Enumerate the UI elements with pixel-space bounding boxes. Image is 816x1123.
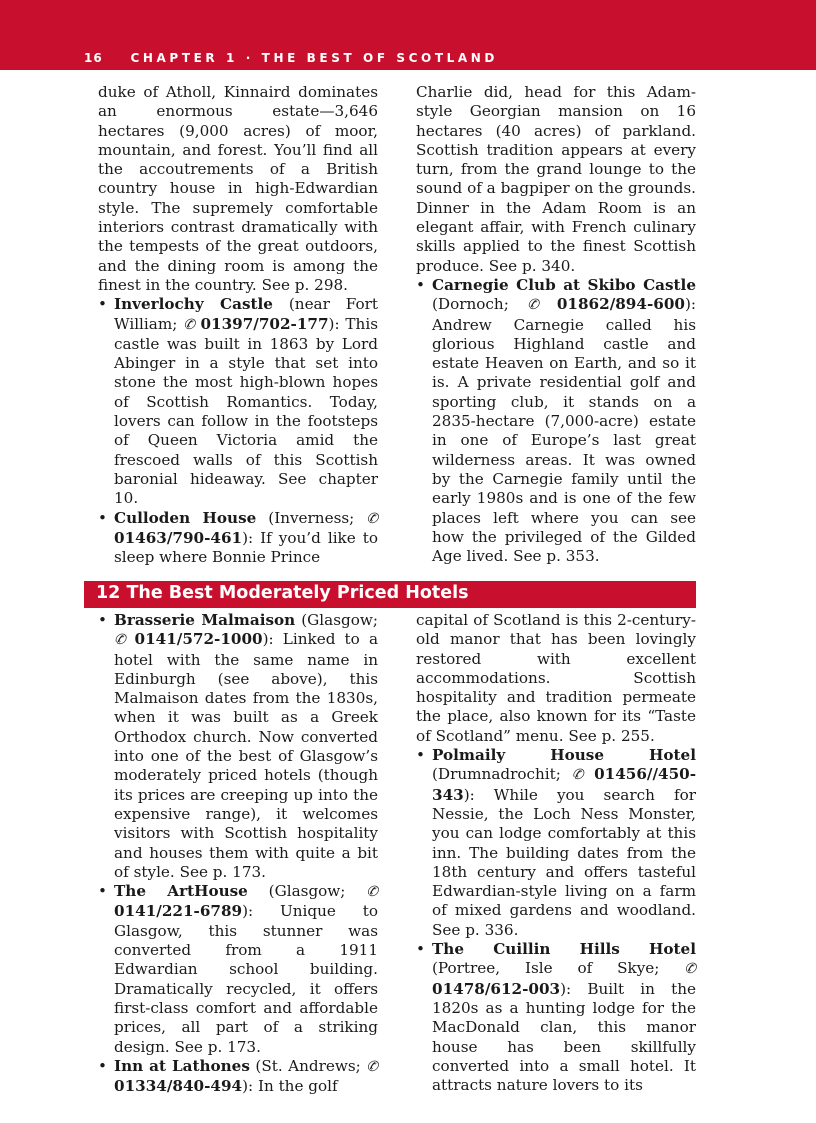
hotel-name: The ArtHouse [114,882,248,901]
phone-icon: ✆ [571,767,595,784]
entry-culloden-house [98,509,378,568]
hotel-location: (St. Andrews; [249,1056,367,1075]
hotel-location: (Inverness; [256,508,367,527]
kinnaird-continued-text: duke of Atholl, Kinnaird dominates an enormous estate—3,646 hectares (9,000 acres) of moor, mountain, and forest. You’ll find all the accoutrements of a British country house in high-Edwardian style. The supremely comfortable interiors contrast dramatically with the tempests of the great outdoors, and the dining room is among the finest in the country. See p. 298. [98,83,378,294]
hotel-location: (Glasgow; [247,882,367,901]
hotel-location: (Glasgow; [295,611,378,629]
hotel-name: Inn at Lathones [114,1056,250,1075]
column-bottom-left [98,611,378,1096]
hotel-description: ): Andrew Carnegie called his glorious Highland castle and estate Heaven on Earth, and so it is. A private residential golf and sporting club, it stands on a 2835-hectare (7,000-acre) estate in one of Europe’s last great wilderness areas. It was owned by the Carnegie family until the early 1980s and is one of the few places left where you can see how the privileged of the Gilded Age lived. See p. 353. [432,295,696,566]
phone-number: 01478/612-003 [432,979,561,998]
hotel-location: (near Fort William; [114,295,378,333]
lathones-continued-text: capital of Scotland is this 2-century-old manor that has been lovingly restored with excellent accommodations. Scottish hospitality and tradition permeate the place, also known for its “Taste of Scotland” menu. See p. 255. [416,611,696,745]
phone-icon: ✆ [114,632,135,649]
hotel-location: (Dornoch; [432,295,528,314]
page-number: 16 [84,51,103,65]
phone-icon: ✆ [183,316,201,333]
hotel-location: (Drumnadrochit; [432,765,572,784]
entry-brasserie-malmaison [98,611,378,882]
hotel-name: Culloden House [114,508,257,527]
hotel-description: ): This castle was built in 1863 by Lord Abinger in a style that set into stone the most high-blown hopes of Scottish Romantics. Today, lovers can follow in the footsteps of Queen Victoria amid the frescoed walls of this Scottish baronial hideaway. See chapter 10. [114,314,378,508]
phone-number: 0141/221-6789 [114,902,243,921]
hotel-description: ): If you’d like to sleep where Bonnie Prince [114,528,378,567]
section-title: 12 The Best Moderately Priced Hotels [96,583,469,603]
entry-cuillin-hills-hotel [416,940,696,1095]
hotel-name: The Cuillin Hills Hotel [432,940,696,959]
entry-the-arthouse [98,882,378,1057]
phone-icon: ✆ [366,510,378,527]
hotel-description: ): Built in the 1820s as a hunting lodge for the MacDonald clan, this manor house has been skillfully converted into a small hotel. It attracts nature lovers to its [432,979,696,1095]
phone-number: 01456//450-343 [432,765,697,804]
hotel-location: (Portree, Isle of Skye; [432,959,685,978]
hotel-name: Inverlochy Castle [114,295,273,314]
hotel-name: Polmaily House Hotel [432,746,696,765]
hotel-description: ): Unique to Glasgow, this stunner was converted from a 1911 Edwardian school building. Dramatically recycled, it offers first-class comfort and affordable prices, all part of a striking design. See p. 173. [114,902,378,1056]
entry-polmaily-house [416,746,696,940]
phone-number: 01862/894-600 [556,295,685,314]
hotel-name: Brasserie Malmaison [114,611,296,629]
culloden-continued-text: Charlie did, head for this Adam-style Georgian mansion on 16 hectares (40 acres) of parkland. Scottish tradition appears at every turn, from the grand lounge to the sound of a bagpiper on the grounds. Dinner in the Adam Room is an elegant affair, with French culinary skills applied to the finest Scottish produce. See p. 340. [416,83,696,275]
hotel-description: ): While you search for Nessie, the Loch Ness Monster, you can lodge comfortably at this inn. The building dates from the 18th century and offers tasteful Edwardian-style living on a farm of mixed gardens and woodland. See p. 336. [432,785,696,939]
column-top-left [98,83,378,567]
entry-inn-at-lathones [98,1057,378,1097]
entry-carnegie-club [416,276,696,566]
phone-number: 01463/790-461 [114,528,243,547]
phone-number: 0141/572-1000 [134,630,263,649]
column-bottom-right [416,611,696,1095]
running-head [84,51,498,65]
phone-icon: ✆ [684,961,696,978]
phone-number: 01334/840-494 [114,1077,243,1096]
phone-number: 01397/702-177 [200,314,329,333]
phone-icon: ✆ [366,884,378,901]
column-top-right [416,83,696,566]
entry-inverlochy-castle [98,295,378,508]
hotel-description: ): Linked to a hotel with the same name in Edinburgh (see above), this Malmaison dates from the 1830s, when it was built as a Greek Orthodox church. Now converted into one of the best of Glasgow’s moderately priced hotels (though its prices are creeping up into the expensive range), it welcomes visitors with Scottish hospitality and houses them with quite a bit of style. See p. 173. [114,630,378,881]
phone-icon: ✆ [366,1058,378,1075]
chapter-title: CHAPTER 1 · THE BEST OF SCOTLAND [130,51,498,65]
phone-icon: ✆ [527,297,557,314]
hotel-name: Carnegie Club at Skibo Castle [432,275,696,294]
hotel-description: ): In the golf [242,1077,338,1096]
